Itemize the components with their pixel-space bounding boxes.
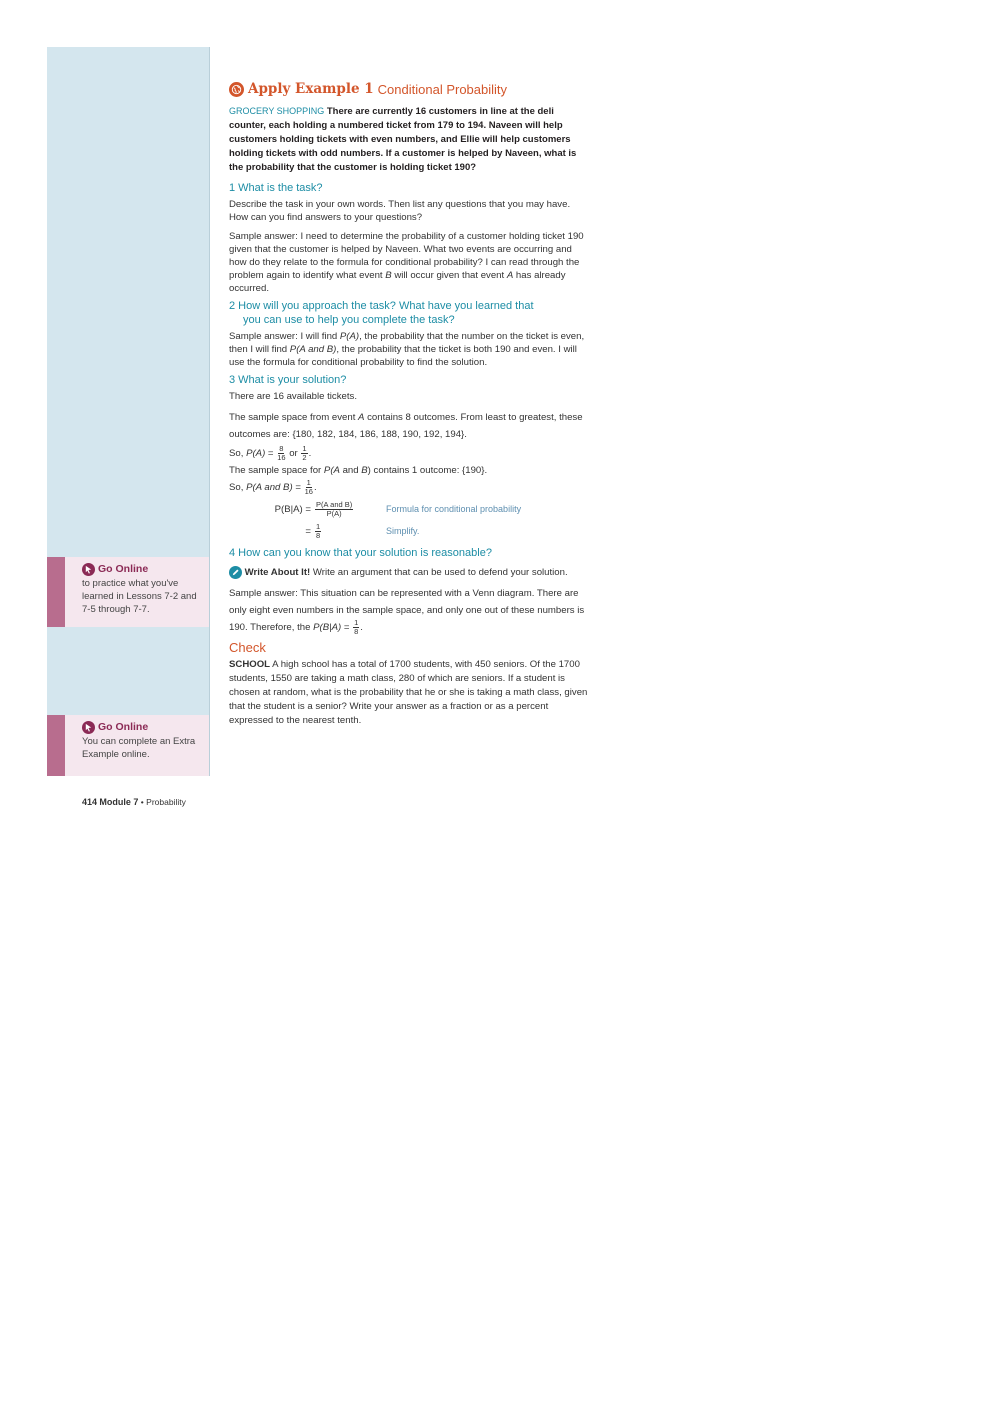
fraction — [353, 619, 359, 636]
expression: P(A) — [246, 448, 266, 460]
numerator: 1 — [354, 618, 359, 628]
cursor-icon — [82, 721, 95, 734]
go-online-title-text: Go Online — [98, 721, 149, 733]
problem-statement — [229, 104, 589, 175]
step-3-line-1: There are 16 available tickets. — [229, 391, 357, 402]
module-label: Module 7 — [99, 797, 139, 807]
example-heading-topic: Conditional Probability — [377, 82, 508, 97]
text-run: . — [360, 622, 363, 634]
fraction — [305, 479, 313, 496]
fraction — [301, 445, 307, 462]
equation-row-formula — [229, 498, 589, 520]
denominator: 2 — [302, 453, 307, 462]
equation-right — [314, 523, 376, 540]
variable: A — [358, 412, 365, 423]
go-online-accent-bar — [47, 715, 65, 776]
go-online-box-practice[interactable] — [47, 557, 209, 627]
text-run: Sample answer: This situation can be represented with a Venn diagram. There are only eight even numbers in the sample space, and only one out of these numbers is 190. Therefore, the — [229, 588, 585, 634]
step-3-pa — [229, 445, 589, 462]
sidebar-divider — [209, 47, 210, 776]
denominator: 8 — [354, 627, 359, 637]
check-text: A high school has a total of 1700 students, with 450 seniors. Of the 1700 students, 1550 are taking a math class, 280 of which are seniors. If a student is chosen at random, what is the probability that he or she is taking a math class, given that the student is a senior? Write your answer as a fraction or as a percent expressed to the nearest tenth. — [229, 659, 588, 727]
go-online-accent-bar — [47, 557, 65, 627]
go-online-title[interactable] — [82, 721, 207, 734]
go-online-title[interactable] — [82, 563, 207, 576]
go-online-box-extra-example[interactable] — [47, 715, 209, 776]
check-problem — [229, 658, 589, 728]
step-3-pab — [229, 479, 589, 496]
expression: P(A — [323, 465, 340, 476]
equation-left: = — [305, 525, 311, 537]
footer-topic: Probability — [146, 797, 186, 807]
expression: P(A and B) — [246, 482, 293, 494]
step-4-answer — [229, 585, 589, 636]
step-1-title: 1 What is the task? — [229, 182, 323, 194]
check-title: Check — [229, 640, 266, 656]
step-3-title: 3 What is your solution? — [229, 374, 347, 386]
text-run: Sample answer: I need to determine the probability of a customer holding ticket 190 given that the customer is helped by Naveen. What two events are occurring and how do they relate to the formula for conditional probability? I can read through the problem again to identify what event — [229, 231, 584, 281]
equation-right — [314, 501, 376, 518]
write-about-it — [229, 566, 589, 579]
numerator: 8 — [279, 444, 284, 453]
step-1-prompt: Describe the task in your own words. Then list any questions that you may have. How can you find answers to your questions? — [229, 199, 571, 223]
step-2-answer — [229, 330, 589, 369]
variable: A — [506, 270, 514, 281]
expression: P(B|A) — [313, 622, 342, 634]
numerator: 1 — [302, 444, 307, 453]
check-label: SCHOOL — [229, 659, 271, 671]
fraction — [277, 445, 285, 462]
text-run: Sample answer: I will find — [229, 331, 340, 342]
numerator: P(A and B) — [316, 499, 353, 509]
text-run: Write an argument that can be used to defend your solution. — [310, 567, 568, 579]
example-heading-label: Apply Example 1 — [248, 81, 374, 97]
text-run: The sample space from event — [229, 412, 359, 423]
text-run: will occur given that event — [391, 270, 507, 281]
equation-note: Simplify. — [386, 525, 420, 536]
cursor-icon — [82, 563, 95, 576]
page-footer — [82, 797, 186, 807]
go-online-title-text: Go Online — [98, 563, 149, 575]
step-4-title: 4 How can you know that your solution is reasonable? — [229, 547, 492, 559]
variable: B — [361, 465, 368, 476]
text-run: , the probability that the ticket is both 190 and even. I will use the formula for conditional probability to find the solution. — [229, 344, 577, 368]
write-about-it-label: Write About It! — [244, 567, 311, 579]
text-run: . — [313, 482, 317, 494]
page-number: 414 — [82, 797, 98, 807]
equation-note: Formula for conditional probability — [386, 503, 522, 514]
go-online-text: You can complete an Extra Example online. — [82, 736, 196, 760]
sidebar-panel — [47, 47, 209, 776]
expression: P(A) — [339, 331, 360, 342]
footer-separator: • — [140, 797, 144, 807]
text-run: The sample space for — [229, 465, 324, 476]
problem-text: There are currently 16 customers in line at the deli counter, each holding a numbered ticket from 179 to 194. Naveen will help customers holding tickets with even numbers, and Ellie will help customers holding tickets with odd numbers. If a customer is helped by Naveen, what is the probability that the customer is holding ticket 190? — [229, 106, 577, 173]
step-2-title-line-1: 2 How will you approach the task? What have you learned that — [229, 300, 534, 312]
problem-tag: GROCERY SHOPPING — [229, 106, 325, 116]
denominator: 16 — [277, 453, 286, 462]
text-run: . — [308, 448, 312, 460]
text-run: So, — [229, 482, 247, 494]
step-1-answer — [229, 230, 589, 295]
numerator: 1 — [306, 478, 311, 487]
step-3-sample-space — [229, 409, 589, 443]
text-run: contains 8 outcomes. From least to greatest, these outcomes are: {180, 182, 184, 186, 188, 190, 192, 194}. — [229, 412, 583, 440]
text-run: or — [286, 448, 301, 460]
step-2-title-line-2: you can use to help you complete the task? — [243, 314, 455, 326]
text-run: has already occurred. — [229, 270, 566, 294]
globe-icon — [229, 82, 244, 97]
expression: P(A and B) — [289, 344, 337, 355]
fraction — [315, 523, 321, 540]
text-run: So, — [229, 448, 247, 460]
main-content — [229, 82, 589, 730]
variable: B — [385, 270, 392, 281]
step-3-sample-space-ab — [229, 464, 589, 477]
equation-left: P(B|A) = — [274, 503, 311, 515]
text-run: = — [265, 448, 277, 460]
denominator: 16 — [304, 487, 313, 496]
text-run: = — [292, 482, 304, 494]
text-run: ) contains 1 outcome: {190}. — [367, 465, 488, 476]
text-run: , the probability that the number on the ticket is even, then I will find — [229, 331, 585, 355]
denominator: P(A) — [326, 508, 342, 518]
go-online-text: to practice what you've learned in Lessons 7-2 and 7-5 through 7-7. — [82, 578, 197, 615]
example-heading — [229, 82, 589, 97]
equation-row-simplify — [229, 520, 589, 542]
numerator: 1 — [316, 521, 321, 531]
pencil-icon — [229, 566, 242, 579]
text-run: = — [341, 622, 353, 634]
step-2-title — [229, 299, 589, 327]
text-run: and — [339, 465, 362, 476]
fraction — [315, 501, 353, 518]
denominator: 8 — [316, 530, 321, 540]
